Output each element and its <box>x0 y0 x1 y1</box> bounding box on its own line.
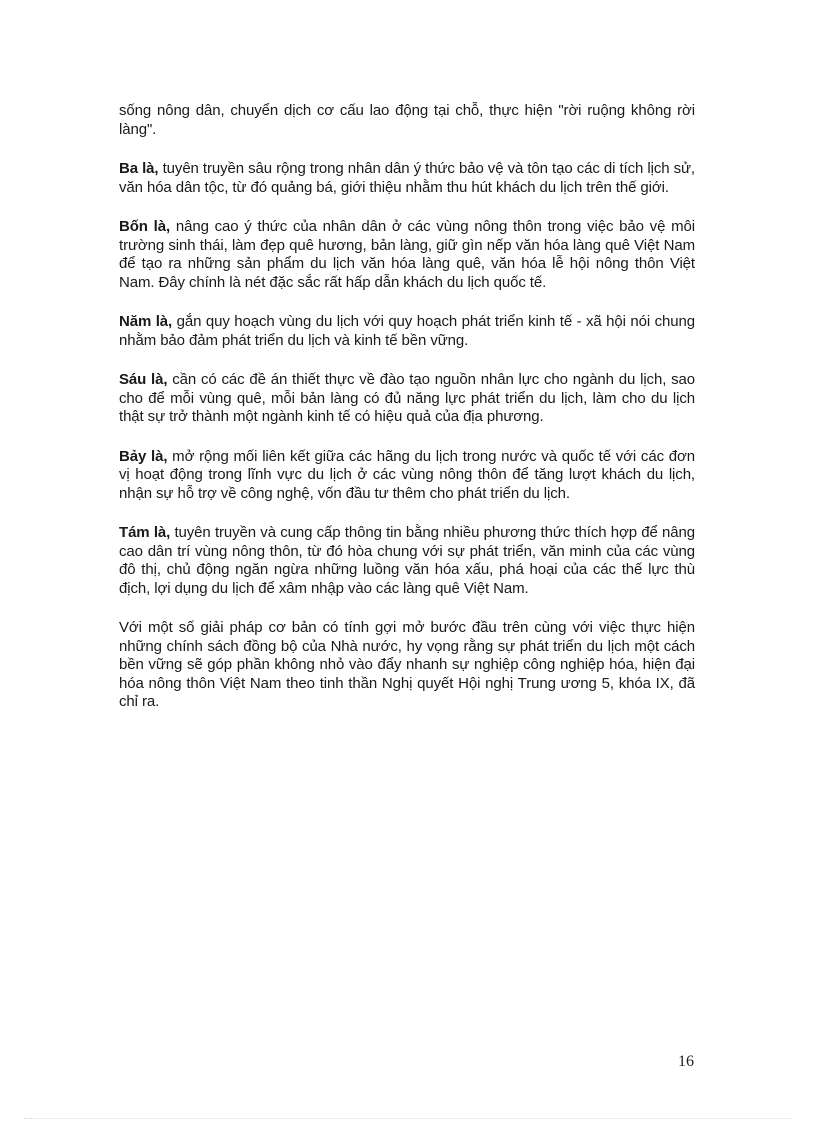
paragraph-text: tuyên truyền và cung cấp thông tin bằng nhiều phương thức thích hợp để nâng cao dân trí vùng nông thôn, từ đó hòa chung với sự phát triển, văn minh của các vùng đô thị, chủ động ngăn ngừa những luồng văn hóa xấu, phá hoại của các thế lực thù địch, lợi dụng du lịch để xâm nhập vào các làng quê Việt Nam. <box>119 524 695 597</box>
paragraph-text: tuyên truyền sâu rộng trong nhân dân ý thức bảo vệ và tôn tạo các di tích lịch sử, văn hóa dân tộc, từ đó quảng bá, giới thiệu nhằm thu hút khách du lịch trên thế giới. <box>119 160 696 196</box>
paragraph-lead: Bảy là, <box>119 447 168 465</box>
paragraph-lead: Ba là, <box>119 160 159 177</box>
paragraph-text: sống nông dân, chuyển dịch cơ cấu lao động tại chỗ, thực hiện "rời ruộng không rời làng". <box>119 102 695 138</box>
paragraph-text: nâng cao ý thức của nhân dân ở các vùng nông thôn trong việc bảo vệ môi trường sinh thái, làm đẹp quê hương, bản làng, giữ gìn nếp văn hóa làng quê Việt Nam để tạo ra những sản phẩm du lịch văn hóa làng quê, văn hóa lễ hội nông thôn Việt Nam. Đây chính là nét đặc sắc rất hấp dẫn khách du lịch quốc tế. <box>119 218 695 291</box>
paragraph-nam-la <box>119 313 695 350</box>
paragraph-continuation <box>119 102 695 139</box>
paragraph-text: cần có các đề án thiết thực về đào tạo nguồn nhân lực cho ngành du lịch, sao cho để mỗi vùng quê, mỗi bản làng có đủ năng lực phát triển du lịch, làm cho du lịch thật sự trở thành một ngành kinh tế có hiệu quả của địa phương. <box>119 371 695 425</box>
paragraph-lead: Bốn là, <box>119 218 171 235</box>
page-bottom-edge <box>24 1118 792 1119</box>
paragraph-lead: Tám là, <box>119 524 171 541</box>
paragraph-tam-la <box>119 524 695 598</box>
page-body <box>119 102 695 733</box>
paragraph-text: mở rộng mối liên kết giữa các hãng du lịch trong nước và quốc tế với các đơn vị hoạt động trong lĩnh vực du lịch ở các vùng nông thôn để tăng lượt khách du lịch, nhận sự hỗ trợ về công nghệ, vốn đầu tư thêm cho phát triển du lịch. <box>119 447 695 502</box>
paragraph-ba-la <box>119 160 695 197</box>
paragraph-lead: Sáu là, <box>119 371 168 388</box>
page-number: 16 <box>678 1053 694 1070</box>
paragraph-bon-la <box>119 218 695 292</box>
paragraph-bay-la <box>119 448 695 504</box>
paragraph-lead: Năm là, <box>119 313 173 330</box>
paragraph-sau-la <box>119 371 695 427</box>
paragraph-text: gắn quy hoạch vùng du lịch với quy hoạch phát triển kinh tế - xã hội nói chung nhằm bảo đảm phát triển du lịch và kinh tế bền vững. <box>119 313 695 349</box>
paragraph-conclusion <box>119 619 695 712</box>
paragraph-text: Với một số giải pháp cơ bản có tính gợi mở bước đầu trên cùng với việc thực hiện những chính sách đồng bộ của Nhà nước, hy vọng rằng sự phát triển du lịch một cách bền vững sẽ góp phần không nhỏ vào đẩy nhanh sự nghiệp công nghiệp hóa, hiện đại hóa nông thôn Việt Nam theo tinh thần Nghị quyết Hội nghị Trung ương 5, khóa IX, đã chỉ ra. <box>119 619 695 710</box>
